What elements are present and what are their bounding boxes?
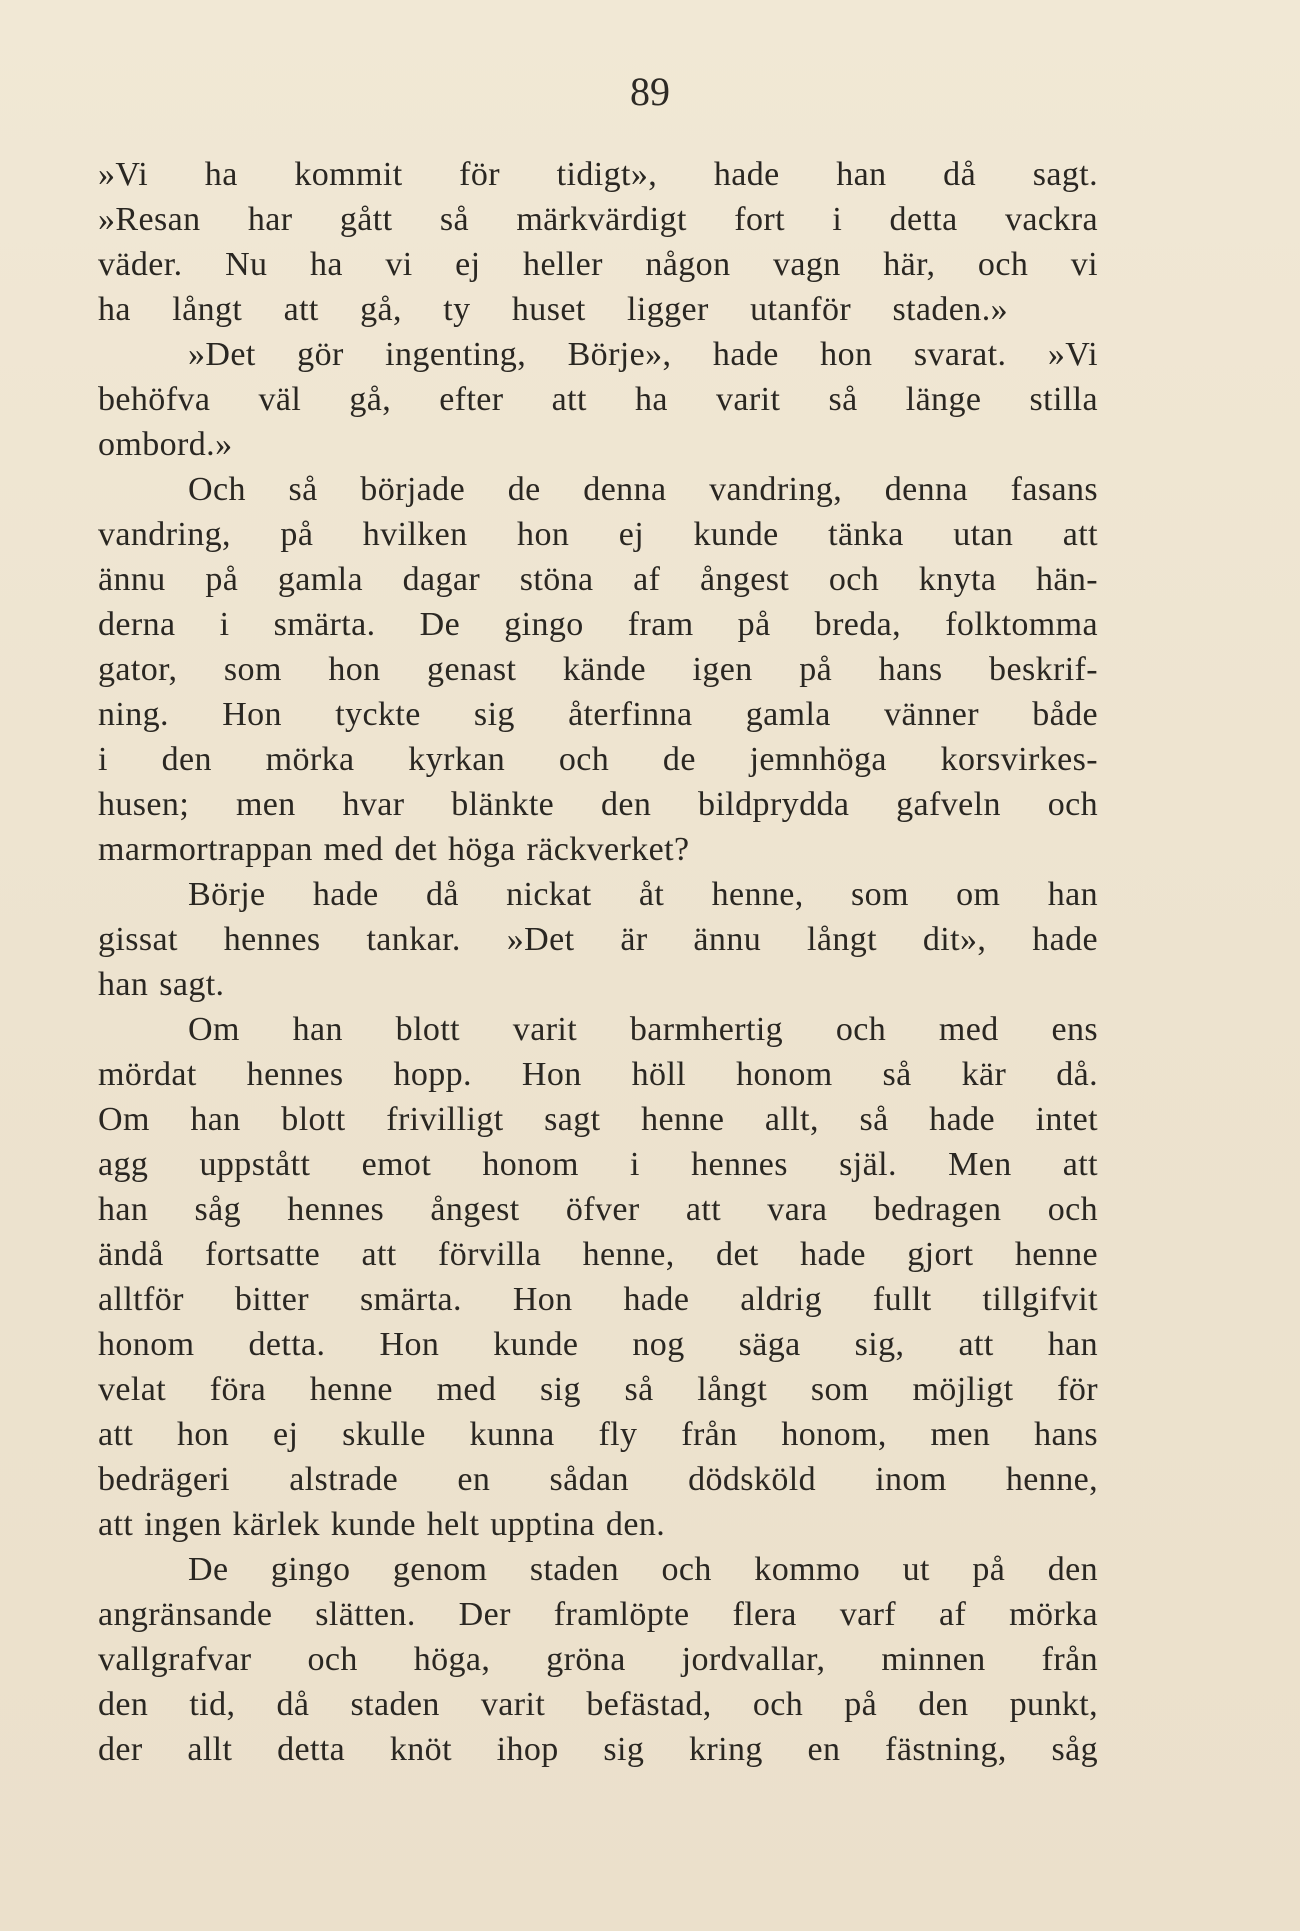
text-line: han sagt. [98,966,225,1003]
body-text [98,152,1098,1772]
text-line: ombord.» [98,426,233,463]
text-line: alltför bitter smärta. Hon hade aldrig fullt tillgifvit [98,1281,1098,1318]
text-line: att hon ej skulle kunna fly från honom, men hans [98,1416,1098,1453]
text-line: mördat hennes hopp. Hon höll honom så kär då. [98,1056,1098,1093]
text-line: gator, som hon genast kände igen på hans beskrif- [98,651,1098,688]
text-line: Om han blott varit barmhertig och med ens [188,1011,1098,1048]
text-line: honom detta. Hon kunde nog säga sig, att han [98,1326,1098,1363]
text-line: Om han blott frivilligt sagt henne allt, så hade intet [98,1101,1098,1138]
text-line: vallgrafvar och höga, gröna jordvallar, minnen från [98,1641,1098,1678]
text-line: husen; men hvar blänkte den bildprydda gafveln och [98,786,1098,823]
text-line: vandring, på hvilken hon ej kunde tänka utan att [98,516,1098,553]
text-line: ha långt att gå, ty huset ligger utanför staden.» [98,291,1008,328]
text-line: Börje hade då nickat åt henne, som om han [188,876,1098,913]
text-line: väder. Nu ha vi ej heller någon vagn här, och vi [98,246,1098,283]
text-line: agg uppstått emot honom i hennes själ. Men att [98,1146,1098,1183]
text-line: ännu på gamla dagar stöna af ångest och knyta hän- [98,561,1098,598]
text-line: han såg hennes ångest öfver att vara bedragen och [98,1191,1098,1228]
text-line: i den mörka kyrkan och de jemnhöga korsvirkes- [98,741,1098,778]
text-line: marmortrappan med det höga räckverket? [98,831,690,868]
page-number: 89 [630,69,670,114]
text-line: angränsande slätten. Der framlöpte flera varf af mörka [98,1596,1098,1633]
text-line: Och så började de denna vandring, denna fasans [188,471,1098,508]
text-line: att ingen kärlek kunde helt upptina den. [98,1506,666,1543]
text-line: ning. Hon tyckte sig återfinna gamla vänner både [98,696,1098,733]
text-line: gissat hennes tankar. »Det är ännu långt dit», hade [98,921,1098,958]
text-line: derna i smärta. De gingo fram på breda, folktomma [98,606,1098,643]
text-line: De gingo genom staden och kommo ut på den [188,1551,1098,1588]
text-line: den tid, då staden varit befästad, och på den punkt, [98,1686,1098,1723]
text-line: ändå fortsatte att förvilla henne, det hade gjort henne [98,1236,1098,1273]
text-line: der allt detta knöt ihop sig kring en fästning, såg [98,1731,1098,1768]
text-line: behöfva väl gå, efter att ha varit så länge stilla [98,381,1098,418]
text-line: »Det gör ingenting, Börje», hade hon svarat. »Vi [188,336,1098,373]
text-line: »Vi ha kommit för tidigt», hade han då sagt. [98,156,1098,193]
text-line: velat föra henne med sig så långt som möjligt för [98,1371,1098,1408]
text-line: bedrägeri alstrade en sådan dödsköld inom henne, [98,1461,1098,1498]
text-line: »Resan har gått så märkvärdigt fort i detta vackra [98,201,1098,238]
